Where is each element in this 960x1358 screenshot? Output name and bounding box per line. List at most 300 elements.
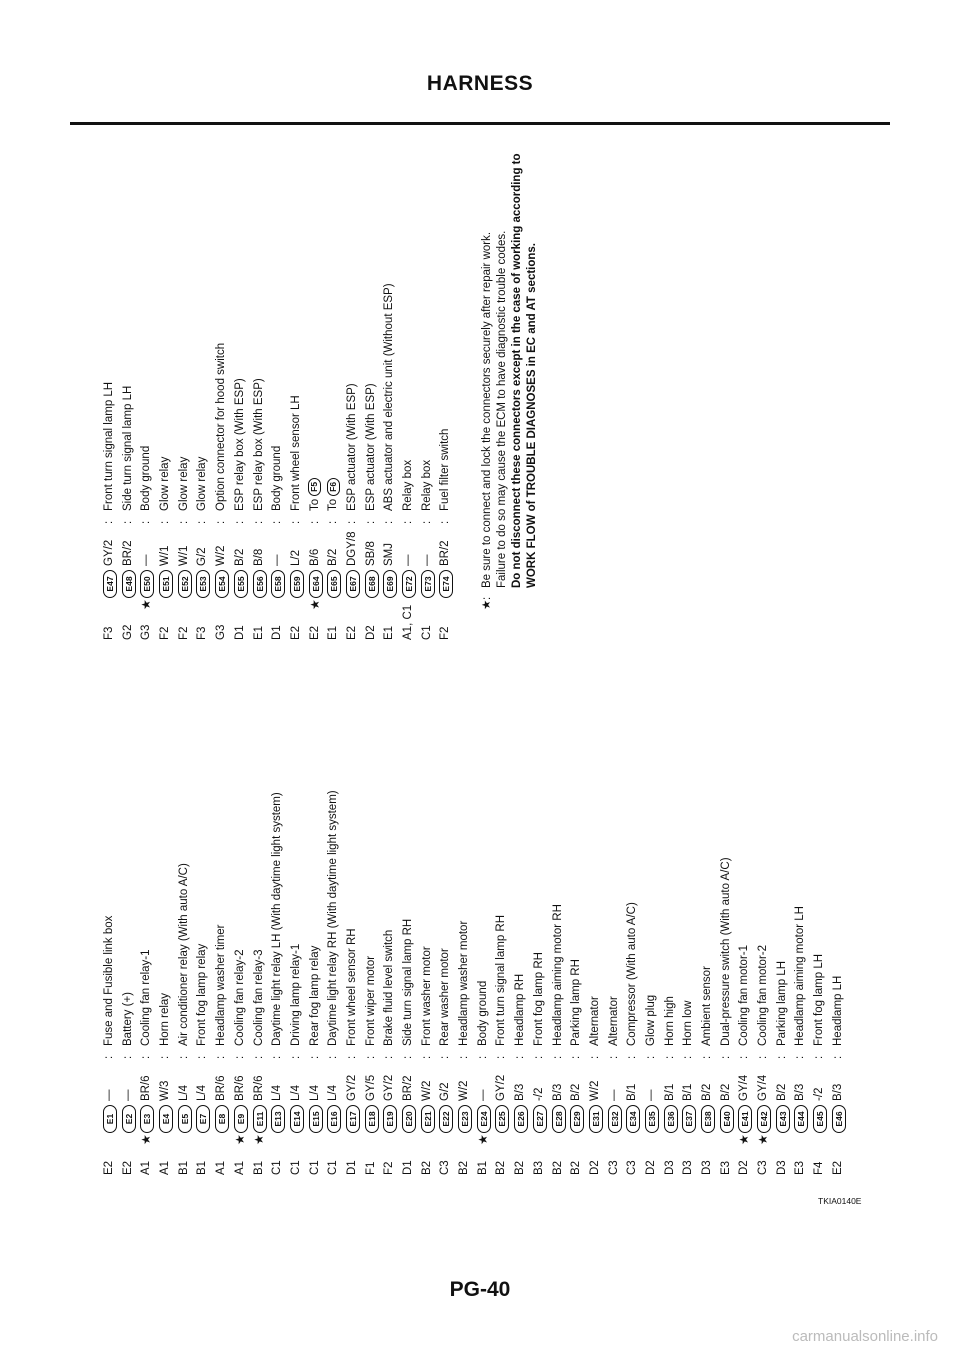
separator-colon: : xyxy=(701,1055,713,1059)
separator-colon: : xyxy=(738,1055,751,1059)
grid-reference: E2 xyxy=(308,625,321,640)
grid-reference: F2 xyxy=(177,626,190,640)
connector-id-badge: E69 xyxy=(383,570,397,598)
connector-id-badge: E45 xyxy=(813,1105,827,1133)
separator-colon: : xyxy=(532,1055,545,1059)
wire-color-pins: — xyxy=(402,554,414,566)
connector-id-badge: E38 xyxy=(701,1105,715,1133)
connector-description xyxy=(399,460,418,511)
description-text: Front wheel sensor RH xyxy=(345,928,358,1046)
wire-color-pins: B/3 xyxy=(831,1083,844,1101)
grid-reference: A1 xyxy=(159,1160,172,1175)
separator-colon: : xyxy=(215,1055,228,1059)
description-text: Front wiper motor xyxy=(364,955,377,1046)
separator-colon: : xyxy=(570,1055,583,1059)
connector-description xyxy=(605,996,624,1046)
wire-color-pins: W/1 xyxy=(177,545,190,566)
connector-id-badge: E72 xyxy=(402,570,416,598)
connector-id-badge: E40 xyxy=(720,1105,734,1133)
connector-description xyxy=(754,945,773,1046)
wire-color-pins: W/3 xyxy=(159,1080,172,1101)
wire-color-pins: B/3 xyxy=(794,1083,807,1101)
connector-id-badge: E58 xyxy=(271,570,285,598)
separator-colon: : xyxy=(458,1055,471,1059)
grid-reference: A1, C1 xyxy=(402,604,414,640)
description-text: Body ground xyxy=(271,445,284,511)
grid-reference: B1 xyxy=(476,1160,489,1175)
description-text: Alternator xyxy=(588,996,601,1046)
separator-colon: : xyxy=(196,1055,209,1059)
connector-description xyxy=(119,992,138,1046)
description-text: Headlamp RH xyxy=(514,973,527,1046)
connector-description xyxy=(474,981,493,1046)
wire-color-pins: — xyxy=(476,1089,489,1101)
connector-id-badge: E65 xyxy=(327,570,341,598)
wire-color-pins: GY/2 xyxy=(383,1074,396,1101)
connector-id-badge: E56 xyxy=(253,570,267,598)
description-text: Rear fog lamp relay xyxy=(308,945,321,1046)
wire-color-pins: GY/2 xyxy=(103,539,115,566)
description-text: Glow relay xyxy=(196,456,209,511)
grid-reference: G2 xyxy=(121,624,134,640)
description-text: Parking lamp LH xyxy=(775,960,788,1046)
connector-description xyxy=(175,863,194,1046)
connector-description xyxy=(810,954,829,1046)
connector-description xyxy=(193,944,212,1046)
connector-description xyxy=(324,478,343,511)
description-text: Battery (+) xyxy=(121,991,134,1046)
connector-id-badge: E22 xyxy=(439,1105,453,1133)
wire-color-pins: BR/6 xyxy=(233,1075,246,1101)
connector-id-badge: E4 xyxy=(159,1105,173,1133)
connector-description xyxy=(306,946,325,1046)
separator-colon: : xyxy=(626,1055,639,1059)
connector-description xyxy=(661,996,680,1046)
grid-reference: C1 xyxy=(420,625,433,640)
wire-color-pins: L/4 xyxy=(271,1085,284,1101)
separator-colon: : xyxy=(757,1055,770,1059)
connector-description xyxy=(567,959,586,1046)
wire-color-pins: L/4 xyxy=(177,1085,190,1101)
description-text: Daytime light relay LH (With daytime light system) xyxy=(271,792,284,1046)
grid-reference: F3 xyxy=(103,626,115,640)
connector-id-badge: E3 xyxy=(140,1105,154,1133)
wire-color-pins: B/2 xyxy=(775,1083,788,1101)
grid-reference: D3 xyxy=(682,1160,695,1175)
connector-id-badge: E16 xyxy=(327,1105,341,1133)
wire-color-pins: B/1 xyxy=(626,1083,639,1101)
separator-colon: : xyxy=(196,520,209,524)
description-text: Parking lamp RH xyxy=(570,959,583,1046)
description-text: Air conditioner relay (With auto A/C) xyxy=(177,863,190,1046)
header-divider xyxy=(70,122,890,125)
page-number: PG-40 xyxy=(449,1278,511,1301)
star-icon: ★ xyxy=(737,1134,752,1145)
connector-description xyxy=(380,283,399,511)
grid-reference: G3 xyxy=(215,624,228,640)
grid-reference: B2 xyxy=(551,1160,564,1175)
wire-color-pins: B/2 xyxy=(719,1083,732,1101)
description-text: Front turn signal lamp RH xyxy=(495,914,508,1046)
grid-reference: E1 xyxy=(383,625,396,640)
grid-reference: E2 xyxy=(121,1160,134,1175)
separator-colon: : xyxy=(327,520,340,524)
grid-reference: D1 xyxy=(233,625,246,640)
connector-id-badge: E13 xyxy=(271,1105,285,1133)
separator-colon: : xyxy=(420,520,433,524)
description-text: Front washer motor xyxy=(420,946,433,1046)
connector-description xyxy=(287,944,306,1046)
separator-colon: : xyxy=(588,1055,601,1059)
grid-reference: C3 xyxy=(757,1160,770,1175)
connector-id-badge: E11 xyxy=(253,1105,267,1133)
wire-color-pins: — xyxy=(271,554,284,566)
connector-description xyxy=(100,382,119,511)
separator-colon: : xyxy=(159,1055,172,1059)
grid-reference: D1 xyxy=(271,625,284,640)
grid-reference: D1 xyxy=(402,1160,414,1175)
grid-reference: B2 xyxy=(458,1160,471,1175)
connector-description xyxy=(175,457,194,511)
grid-reference: F2 xyxy=(159,626,172,640)
separator-colon: : xyxy=(345,520,358,524)
description-text: ABS actuator and electric unit (Without ESP) xyxy=(383,283,396,511)
separator-colon: : xyxy=(140,1055,153,1059)
connector-id-badge: E7 xyxy=(196,1105,210,1133)
description-text: Relay box xyxy=(420,459,433,511)
connector-description xyxy=(436,948,455,1046)
wire-color-pins: L/4 xyxy=(196,1085,209,1101)
figure-id: TKIA0140E xyxy=(818,1196,862,1206)
separator-colon: : xyxy=(794,1055,807,1059)
wire-color-pins: GY/2 xyxy=(345,1074,358,1101)
connector-id-badge: E41 xyxy=(738,1105,752,1133)
connector-id-badge: E8 xyxy=(215,1105,229,1133)
connector-id-badge: E42 xyxy=(757,1105,771,1133)
description-text: Cooling fan relay-1 xyxy=(140,949,153,1046)
connector-id-badge: E44 xyxy=(794,1105,808,1133)
separator-colon: : xyxy=(813,1055,826,1059)
grid-reference: D2 xyxy=(588,1160,601,1175)
wire-color-pins: BR/6 xyxy=(252,1075,265,1101)
connector-description xyxy=(549,904,568,1046)
wire-color-pins: B/6 xyxy=(308,548,321,566)
connector-description xyxy=(791,906,810,1046)
connector-description xyxy=(324,790,343,1046)
connector-id-badge: E14 xyxy=(290,1105,304,1133)
grid-reference: C3 xyxy=(607,1160,620,1175)
grid-reference: B2 xyxy=(495,1160,508,1175)
separator-colon: : xyxy=(682,1055,695,1059)
description-text: Relay box xyxy=(402,459,414,511)
wire-color-pins: G/2 xyxy=(439,1082,452,1101)
wire-color-pins: SMJ xyxy=(383,543,396,566)
rotated-connector-table xyxy=(100,135,844,1175)
grid-reference: D3 xyxy=(775,1160,788,1175)
description-text: Rear washer motor xyxy=(439,948,452,1046)
separator-colon: : xyxy=(103,1055,115,1059)
connector-description xyxy=(773,961,792,1046)
description-text: Horn relay xyxy=(159,992,172,1046)
wire-color-pins: — xyxy=(140,554,153,566)
wire-color-pins: BR/2 xyxy=(402,1075,414,1101)
separator-colon: : xyxy=(402,1055,414,1059)
connector-description xyxy=(250,949,269,1046)
connector-description xyxy=(717,857,736,1046)
connector-description xyxy=(399,919,418,1046)
connector-description xyxy=(511,974,530,1046)
separator-colon: : xyxy=(252,1055,265,1059)
page-title: HARNESS xyxy=(426,72,534,95)
separator-colon: : xyxy=(439,520,452,524)
wire-color-pins: W/2 xyxy=(215,545,228,566)
connector-id-badge: E20 xyxy=(402,1105,416,1133)
description-text: Front fog lamp LH xyxy=(813,953,826,1046)
description-text: Headlamp LH xyxy=(831,975,844,1046)
separator-colon: : xyxy=(364,1055,377,1059)
connector-id-badge: E19 xyxy=(383,1105,397,1133)
footnote-line-2: Failure to do so may cause the ECM to have diagnostic trouble codes. xyxy=(496,230,508,588)
connector-description xyxy=(231,378,250,511)
connector-id-badge: E5 xyxy=(178,1105,192,1133)
separator-colon: : xyxy=(233,1055,246,1059)
grid-reference: E2 xyxy=(289,625,302,640)
description-text: Headlamp washer motor xyxy=(458,920,471,1046)
watermark: carmanualsonline.info xyxy=(792,1328,938,1345)
wire-color-pins: B/2 xyxy=(327,548,340,566)
star-icon: ★ xyxy=(139,599,154,610)
connector-id-badge: E74 xyxy=(439,570,453,598)
description-text: Horn low xyxy=(682,1000,695,1046)
description-text: ESP relay box (With ESP) xyxy=(252,378,265,511)
star-icon: ★ xyxy=(139,1134,154,1145)
grid-reference: D2 xyxy=(644,1160,657,1175)
description-text: Driving lamp relay-1 xyxy=(289,943,302,1046)
separator-colon: : xyxy=(327,1055,340,1059)
description-text: Glow relay xyxy=(159,456,172,511)
wire-color-pins: L/4 xyxy=(289,1085,302,1101)
grid-reference: C1 xyxy=(308,1160,321,1175)
description-text: Fuel filter switch xyxy=(439,428,452,511)
connector-description xyxy=(698,966,717,1046)
description-text: Cooling fan motor-2 xyxy=(757,945,770,1046)
separator-colon: : xyxy=(233,520,246,524)
star-icon: ★ xyxy=(251,1134,266,1145)
wire-color-pins: W/2 xyxy=(588,1080,601,1101)
separator-colon: : xyxy=(271,520,284,524)
connector-id-badge: E54 xyxy=(215,570,229,598)
wire-color-pins: BR/6 xyxy=(140,1075,153,1101)
grid-reference: A1 xyxy=(233,1160,246,1175)
grid-reference: B2 xyxy=(514,1160,527,1175)
footnote-colon: : xyxy=(481,596,493,600)
grid-reference: C3 xyxy=(439,1160,452,1175)
description-text: ESP actuator (With ESP) xyxy=(364,383,377,511)
connector-id-badge: E50 xyxy=(140,570,154,598)
wire-color-pins: BR/6 xyxy=(215,1075,228,1101)
grid-reference: D2 xyxy=(364,625,377,640)
separator-colon: : xyxy=(345,1055,358,1059)
grid-reference: C1 xyxy=(289,1160,302,1175)
description-text: Front wheel sensor LH xyxy=(289,395,302,511)
description-text: Cooling fan relay-3 xyxy=(252,949,265,1046)
connector-id-badge: E17 xyxy=(346,1105,360,1133)
footnote-warning: Do not disconnect these connectors except in the case of working according to WORK FLOW of TROUBLE DIAGNOSES in EC and AT sections. xyxy=(511,153,538,588)
grid-reference: B1 xyxy=(196,1160,209,1175)
wire-color-pins: B/3 xyxy=(551,1083,564,1101)
separator-colon: : xyxy=(383,1055,396,1059)
connector-id-badge: E21 xyxy=(421,1105,435,1133)
separator-colon: : xyxy=(121,1055,134,1059)
wire-color-pins: W/1 xyxy=(159,545,172,566)
connector-description xyxy=(306,478,325,511)
wire-color-pins: B/1 xyxy=(682,1083,695,1101)
separator-colon: : xyxy=(476,1055,489,1059)
connector-description xyxy=(343,928,362,1046)
wire-color-pins: -/2 xyxy=(813,1087,826,1101)
star-icon: ★ xyxy=(232,1134,247,1145)
connector-id-badge: E36 xyxy=(664,1105,678,1133)
connector-description xyxy=(119,386,138,511)
wire-color-pins: BR/2 xyxy=(439,540,452,566)
grid-reference: E2 xyxy=(103,1160,115,1175)
description-text: Side turn signal lamp RH xyxy=(402,918,414,1046)
connector-description xyxy=(343,383,362,511)
separator-colon: : xyxy=(159,520,172,524)
separator-colon: : xyxy=(775,1055,788,1059)
description-text: Cooling fan relay-2 xyxy=(233,949,246,1046)
description-text: Cooling fan motor-1 xyxy=(738,945,751,1046)
connector-description xyxy=(362,383,381,511)
grid-reference: G3 xyxy=(140,624,153,640)
description-text: Compressor (With auto A/C) xyxy=(626,902,639,1046)
separator-colon: : xyxy=(140,520,153,524)
connector-description xyxy=(156,993,175,1046)
description-text: Ambient sensor xyxy=(701,966,713,1046)
footnote-text xyxy=(480,148,540,588)
connector-id-badge: E29 xyxy=(570,1105,584,1133)
wire-color-pins: B/2 xyxy=(570,1083,583,1101)
connector-id-badge: E2 xyxy=(122,1105,136,1133)
separator-colon: : xyxy=(215,520,228,524)
connector-id-badge: E48 xyxy=(122,570,136,598)
separator-colon: : xyxy=(177,1055,190,1059)
grid-reference: B2 xyxy=(570,1160,583,1175)
separator-colon: : xyxy=(551,1055,564,1059)
connector-description xyxy=(250,378,269,511)
connector-description xyxy=(100,916,119,1046)
grid-reference: E1 xyxy=(252,625,265,640)
connector-id-badge: E51 xyxy=(159,570,173,598)
connector-description xyxy=(530,952,549,1046)
description-text: ESP relay box (With ESP) xyxy=(233,378,246,511)
separator-colon: : xyxy=(420,1055,433,1059)
connector-description xyxy=(586,996,605,1046)
connector-id-badge: E18 xyxy=(365,1105,379,1133)
separator-colon: : xyxy=(121,520,134,524)
connector-description xyxy=(418,460,437,511)
connector-id-badge: E67 xyxy=(346,570,360,598)
description-text: Glow plug xyxy=(644,994,657,1046)
description-text: Horn high xyxy=(663,996,676,1046)
grid-reference: A1 xyxy=(140,1160,153,1175)
wire-color-pins: GY/4 xyxy=(738,1074,751,1101)
wire-color-pins: GY/4 xyxy=(757,1074,770,1101)
separator-colon: : xyxy=(514,1055,527,1059)
connector-id-badge: E32 xyxy=(608,1105,622,1133)
description-text: Dual-pressure switch (With auto A/C) xyxy=(719,857,732,1046)
connector-description xyxy=(212,925,231,1046)
star-icon: ★ xyxy=(756,1134,771,1145)
grid-reference: E3 xyxy=(794,1160,807,1175)
separator-colon: : xyxy=(308,1055,321,1059)
connector-description xyxy=(492,915,511,1046)
wire-color-pins: W/2 xyxy=(420,1080,433,1101)
grid-reference: B1 xyxy=(252,1160,265,1175)
separator-colon: : xyxy=(831,1055,844,1059)
separator-colon: : xyxy=(644,1055,657,1059)
wire-color-pins: — xyxy=(420,554,433,566)
grid-reference: C1 xyxy=(327,1160,340,1175)
separator-colon: : xyxy=(383,520,396,524)
connector-id-badge: E35 xyxy=(645,1105,659,1133)
connector-description xyxy=(268,446,287,511)
wire-color-pins: — xyxy=(103,1089,115,1101)
wire-color-pins: B/2 xyxy=(701,1083,713,1101)
connector-id-badge: E52 xyxy=(178,570,192,598)
connector-id-badge: E43 xyxy=(776,1105,790,1133)
wire-color-pins: — xyxy=(644,1089,657,1101)
description-text: Glow relay xyxy=(177,456,190,511)
connector-description xyxy=(287,395,306,511)
grid-reference: F3 xyxy=(196,626,209,640)
grid-reference: B3 xyxy=(532,1160,545,1175)
description-text: Side turn signal lamp LH xyxy=(121,385,134,511)
connector-id-badge: E15 xyxy=(309,1105,323,1133)
description-text: Headlamp aiming motor LH xyxy=(794,906,807,1046)
grid-reference: C3 xyxy=(626,1160,639,1175)
connector-id-badge: E24 xyxy=(477,1105,491,1133)
separator-colon: : xyxy=(177,520,190,524)
connector-id-badge: E53 xyxy=(196,570,210,598)
connector-ref-badge: F6 xyxy=(327,478,340,496)
separator-colon: : xyxy=(252,520,265,524)
description-text: Daytime light relay RH (With daytime light system) xyxy=(327,790,340,1046)
separator-colon: : xyxy=(439,1055,452,1059)
wire-color-pins: — xyxy=(607,1089,620,1101)
connector-id-badge: E27 xyxy=(533,1105,547,1133)
wire-color-pins: GY/2 xyxy=(495,1074,508,1101)
connector-id-badge: E37 xyxy=(682,1105,696,1133)
wire-color-pins: — xyxy=(121,1089,134,1101)
connector-description xyxy=(418,946,437,1046)
grid-reference: D2 xyxy=(738,1160,751,1175)
grid-reference: B1 xyxy=(177,1160,190,1175)
wire-color-pins: B/1 xyxy=(663,1083,676,1101)
description-text: Option connector for hood switch xyxy=(215,342,228,511)
grid-reference: A1 xyxy=(215,1160,228,1175)
grid-reference: D3 xyxy=(701,1160,713,1175)
description-text: Fuse and Fusible link box xyxy=(103,915,115,1046)
description-text: Brake fluid level switch xyxy=(383,929,396,1046)
separator-colon: : xyxy=(495,1055,508,1059)
wire-color-pins: B/8 xyxy=(252,548,265,566)
wire-color-pins: W/2 xyxy=(458,1080,471,1101)
separator-colon: : xyxy=(289,1055,302,1059)
description-text: To xyxy=(308,498,321,511)
description-text: ESP actuator (With ESP) xyxy=(345,383,358,511)
connector-id-badge: E9 xyxy=(234,1105,248,1133)
